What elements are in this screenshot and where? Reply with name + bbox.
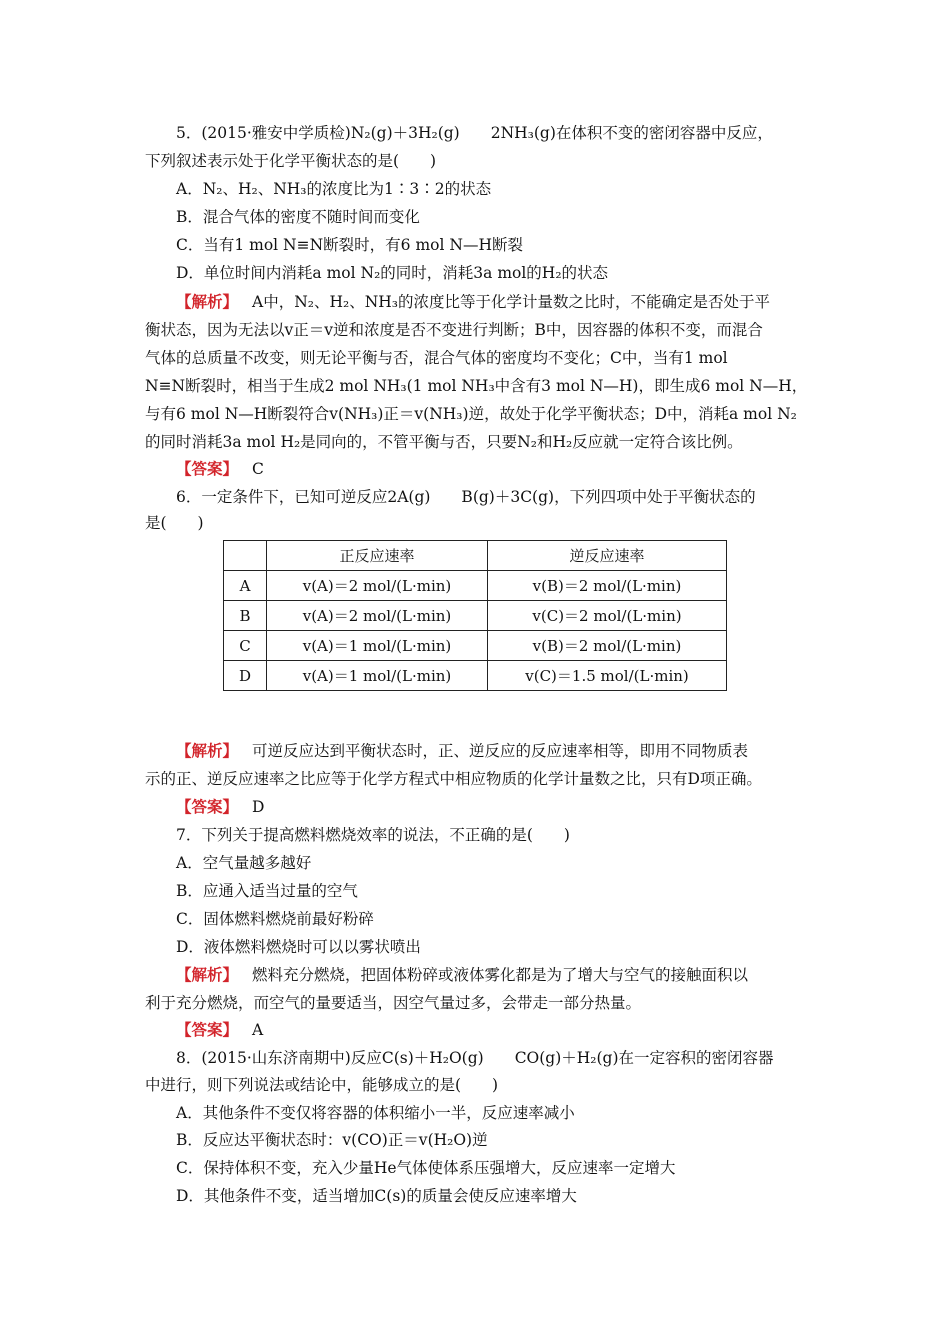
analysis-tag: 【解析】 [176,965,239,984]
q5-option-a: A．N₂、H₂、NH₃的浓度比为1∶3∶2的状态 [176,180,492,198]
q5-option-b: B．混合气体的密度不随时间而变化 [176,208,420,226]
q5-analysis-line3: 气体的总质量不改变，则无论平衡与否，混合气体的密度均不变化；C中，当有1 mol [145,349,728,367]
table-cell: B [224,601,267,631]
table-cell: v(C)＝2 mol/(L·min) [488,601,727,631]
q6-analysis-line1 [176,741,748,761]
q8-stem-line2: 中进行，则下列说法或结论中，能够成立的是( ) [145,1076,499,1094]
q8-stem-line1: 8．(2015·山东济南期中)反应C(s)＋H₂O(g) CO(g)＋H₂(g)在一定容积的密闭容器 [176,1049,774,1067]
table-row [224,661,727,691]
table-cell: A [224,571,267,601]
q5-analysis-line5: 与有6 mol N—H断裂符合v(NH₃)正＝v(NH₃)逆，故处于化学平衡状态；D中，消耗a mol N₂ [145,405,797,423]
q8-option-a: A．其他条件不变仅将容器的体积缩小一半，反应速率减小 [176,1104,575,1122]
q5-analysis-line4: N≡N断裂时，相当于生成2 mol NH₃(1 mol NH₃中含有3 mol N—H)，即生成6 mol N—H， [145,377,808,395]
q5-option-d: D．单位时间内消耗a mol N₂的同时，消耗3a mol的H₂的状态 [176,264,609,282]
analysis-text: 可逆反应达到平衡状态时，正、逆反应的反应速率相等，即用不同物质表 [252,742,749,760]
table-header-row [224,541,727,571]
q7-analysis-line2: 利于充分燃烧，而空气的量要适当，因空气量过多，会带走一部分热量。 [145,994,642,1012]
q8-option-c: C．保持体积不变，充入少量He气体使体系压强增大，反应速率一定增大 [176,1159,676,1177]
q7-option-a: A．空气量越多越好 [176,854,312,872]
q7-answer [176,1020,263,1040]
analysis-tag: 【解析】 [176,741,239,760]
answer-tag: 【答案】 [176,459,239,478]
rate-table [223,540,727,691]
table-row [224,631,727,661]
q8-option-d: D．其他条件不变，适当增加C(s)的质量会使反应速率增大 [176,1187,577,1205]
q6-stem-line2: 是( ) [145,514,204,532]
q6-answer [176,797,264,817]
q7-option-b: B．应通入适当过量的空气 [176,882,358,900]
q5-analysis-line6: 的同时消耗3a mol H₂是同向的，不管平衡与否，只要N₂和H₂反应就一定符合该比例。 [145,433,743,451]
table-cell: v(A)＝1 mol/(L·min) [267,661,488,691]
q5-answer [176,459,264,479]
q7-option-c: C．固体燃料燃烧前最好粉碎 [176,910,374,928]
table-cell: v(A)＝1 mol/(L·min) [267,631,488,661]
q7-option-d: D．液体燃料燃烧时可以以雾状喷出 [176,938,421,956]
answer-value: A [252,1021,264,1039]
analysis-text: 燃料充分燃烧，把固体粉碎或液体雾化都是为了增大与空气的接触面积以 [252,966,749,984]
q8-option-b: B．反应达平衡状态时：v(CO)正＝v(H₂O)逆 [176,1131,488,1149]
table-row [224,601,727,631]
table-row [224,571,727,601]
answer-tag: 【答案】 [176,797,239,816]
table-cell: v(C)＝1.5 mol/(L·min) [488,661,727,691]
q7-stem: 7．下列关于提高燃料燃烧效率的说法，不正确的是( ) [176,826,570,844]
q5-analysis-line2: 衡状态，因为无法以v正＝v逆和浓度是否不变进行判断；B中，因容器的体积不变，而混合 [145,321,763,339]
q5-option-c: C．当有1 mol N≡N断裂时，有6 mol N—H断裂 [176,236,523,254]
answer-value: C [252,460,264,478]
q7-analysis-line1 [176,965,748,985]
table-cell: v(A)＝2 mol/(L·min) [267,571,488,601]
q5-stem-line2: 下列叙述表示处于化学平衡状态的是( ) [145,152,437,170]
table-cell: C [224,631,267,661]
q5-stem-line1: 5．(2015·雅安中学质检)N₂(g)＋3H₂(g) 2NH₃(g)在体积不变的密闭容器中反应， [176,124,773,142]
answer-tag: 【答案】 [176,1020,239,1039]
table-cell: v(B)＝2 mol/(L·min) [488,631,727,661]
table-header-cell: 逆反应速率 [488,541,727,571]
analysis-tag: 【解析】 [176,292,239,311]
table-cell: D [224,661,267,691]
answer-value: D [252,798,265,816]
analysis-text: A中，N₂、H₂、NH₃的浓度比等于化学计量数之比时，不能确定是否处于平 [252,293,771,311]
q5-analysis-line1 [176,292,770,312]
table-header-cell: 正反应速率 [267,541,488,571]
q6-stem-line1: 6．一定条件下，已知可逆反应2A(g) B(g)＋3C(g)，下列四项中处于平衡状态的 [176,488,756,506]
q6-analysis-line2: 示的正、逆反应速率之比应等于化学方程式中相应物质的化学计量数之比，只有D项正确。 [145,770,762,788]
table-cell: v(A)＝2 mol/(L·min) [267,601,488,631]
table-cell: v(B)＝2 mol/(L·min) [488,571,727,601]
table-header-cell [224,541,267,571]
